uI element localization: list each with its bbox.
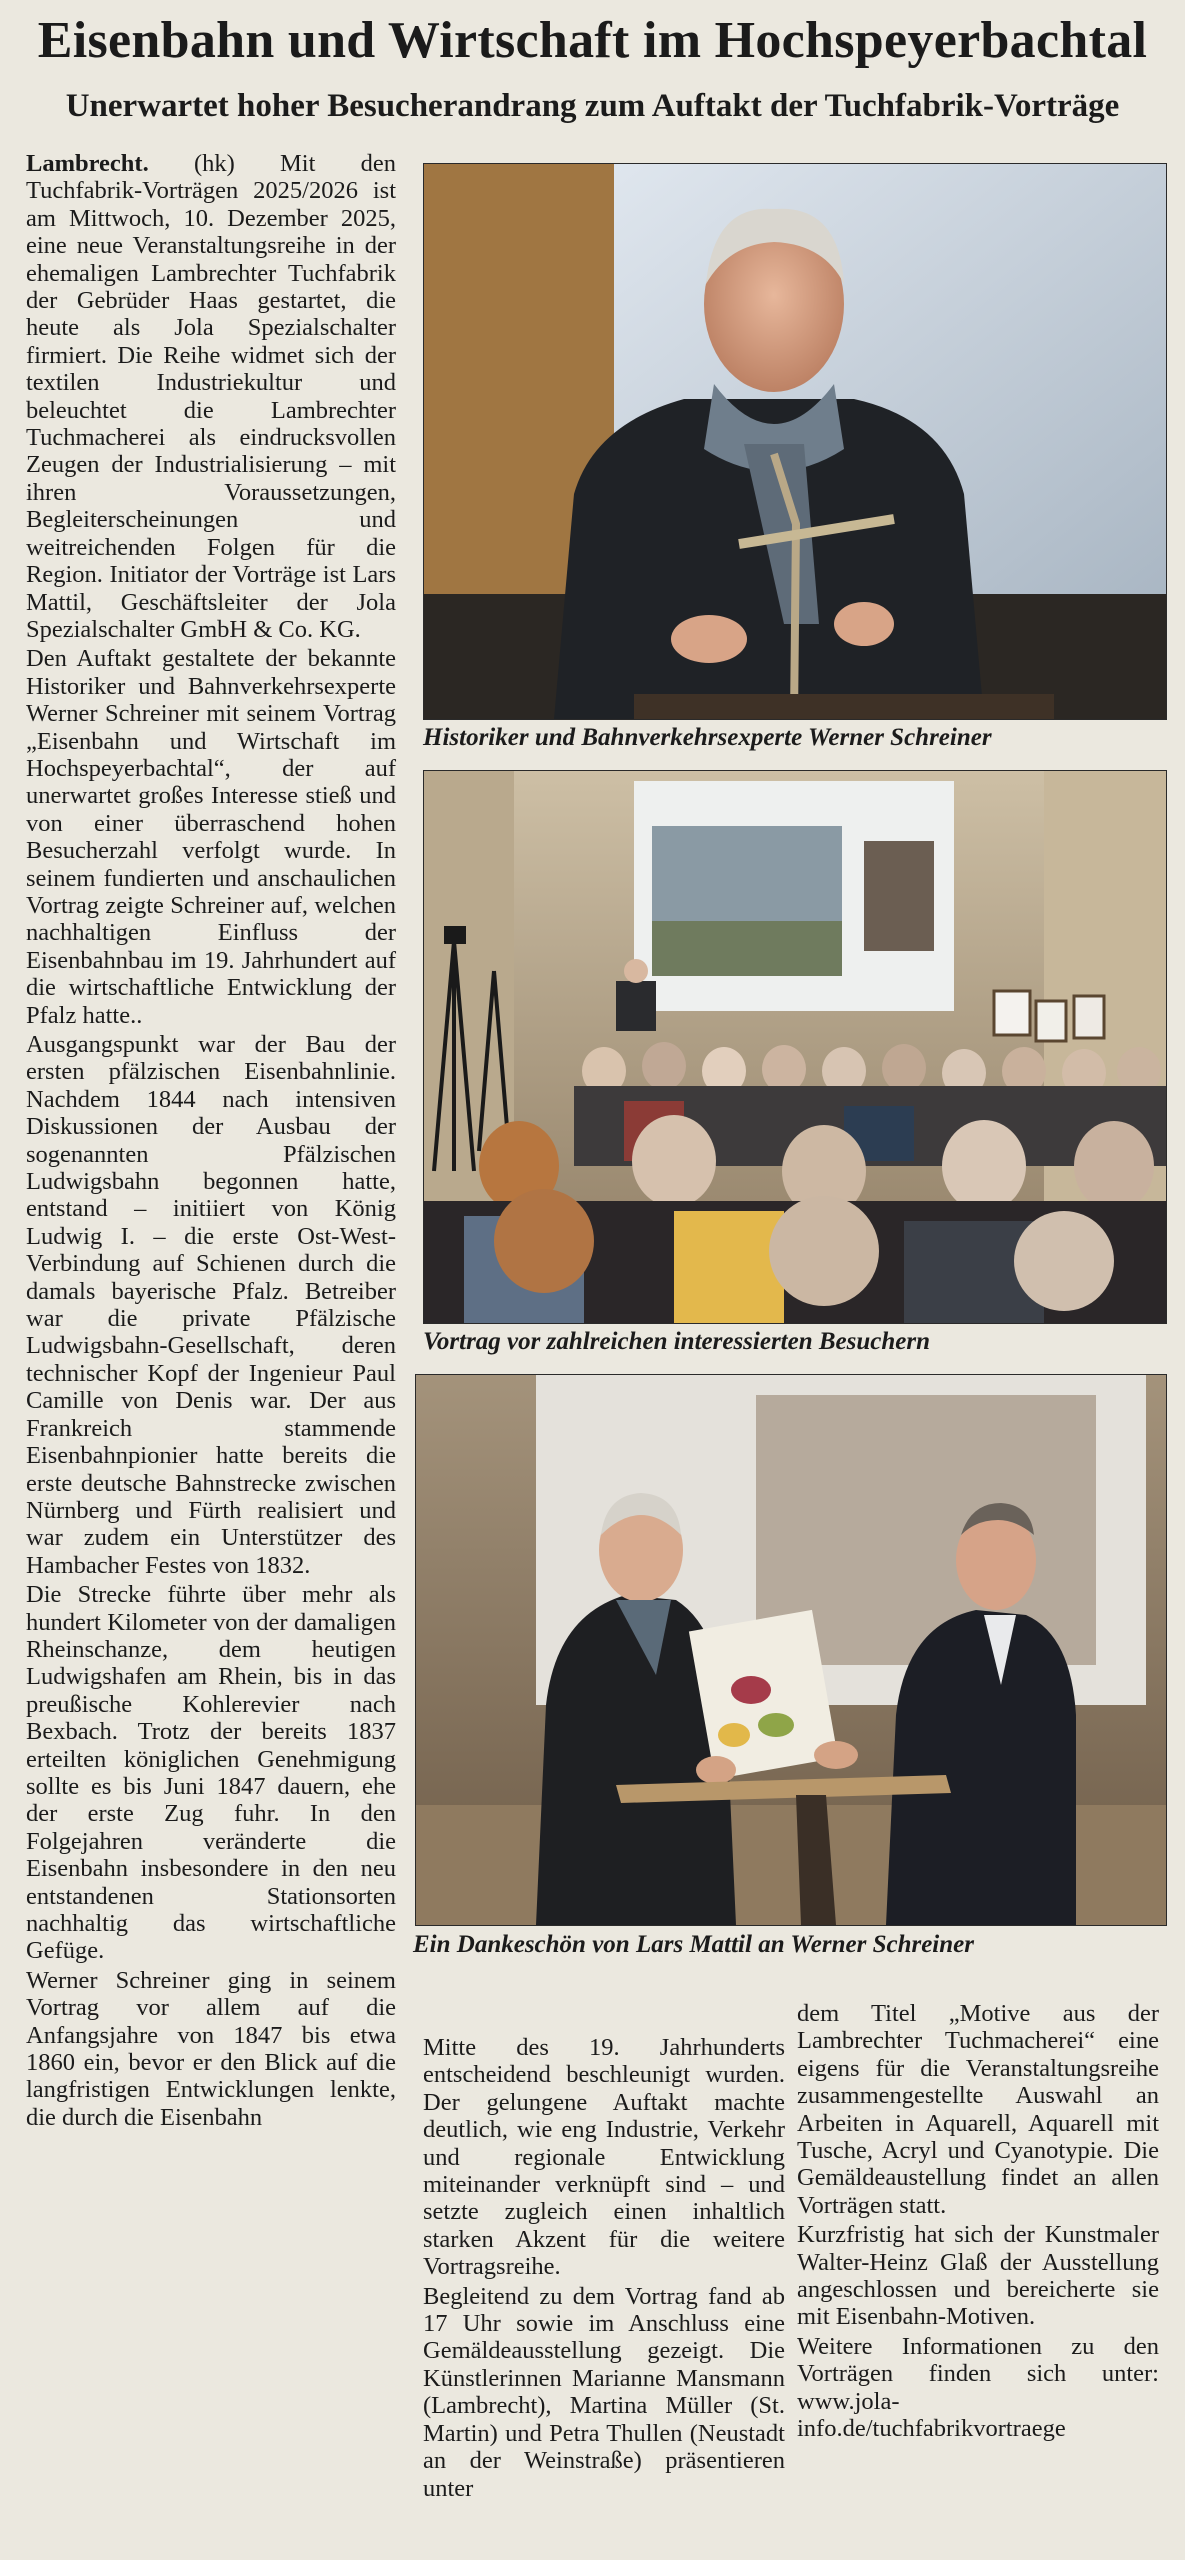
photo-handover	[415, 1374, 1167, 1926]
paragraph: Lambrecht. (hk) Mit den Tuchfabrik-Vorträgen 2025/2026 ist am Mittwoch, 10. Dezember 2025, eine neue Veranstaltungsreihe in der ehemaligen Lambrechter Tuchfabrik der Gebrüder Haas gestartet, die heute als Jola Spezialschalter firmiert. Die Reihe widmet sich der textilen Industriekultur und beleuchtet die Lambrechter Tuchmacherei als eindrucksvollen Zeugen der Industrialisierung – mit ihren Voraussetzungen, Begleiterscheinungen und weitreichenden Folgen für die Region. Initiator der Vorträge ist Lars Mattil, Geschäftsleiter der Jola Spezialschalter GmbH & Co. KG.	[26, 150, 396, 643]
photo-speaker	[423, 163, 1167, 720]
paragraph: Die Strecke führte über mehr als hundert Kilometer von der damaligen Rheinschanze, dem heutigen Ludwigshafen am Rhein, bis in das preußische Kohlerevier nach Bexbach. Trotz der bereits 1837 erteilten königlichen Genehmigung sollte es bis Juni 1847 dauern, ehe der erste Zug fuhr. In den Folgejahren veränderte die Eisenbahn insbesondere in den neu entstandenen Stationsorten nachhaltig das wirtschaftliche Gefüge.	[26, 1581, 396, 1965]
paragraph: Ausgangspunkt war der Bau der ersten pfälzischen Eisenbahnlinie. Nachdem 1844 nach intensiven Diskussionen der Ausbau der sogenannten Pfälzischen Ludwigsbahn begonnen hatte, entstand – initiiert von König Ludwig I. – die erste Ost-West-Verbindung auf Schienen durch die damals bayerische Pfalz. Betreiber war die private Pfälzische Ludwigsbahn-Gesellschaft, deren technischer Kopf der Ingenieur Paul Camille von Denis war. Der aus Frankreich stammende Eisenbahnpionier hatte bereits die erste deutsche Bahnstrecke zwischen Nürnberg und Fürth realisiert und war zudem ein Unterstützer des Hambacher Festes von 1832.	[26, 1031, 396, 1579]
paragraph: Den Auftakt gestaltete der bekannte Historiker und Bahnverkehrsexperte Werner Schreiner mit seinem Vortrag „Eisenbahn und Wirtschaft im Hochspeyerbachtal“, der auf unerwartet großes Interesse stieß und von einer überraschend hohen Besucherzahl verfolgt wurde. In seinem fundierten und anschaulichen Vortrag zeigte Schreiner auf, welchen nachhaltigen Einfluss der Eisenbahnbau im 19. Jahrhundert auf die wirtschaftliche Entwicklung der Pfalz hatte..	[26, 645, 396, 1029]
article-subheadline: Unerwartet hoher Besucherandrang zum Auftakt der Tuchfabrik-Vorträge	[65, 88, 1120, 124]
dateline: Lambrecht.	[26, 150, 149, 177]
photo-audience	[423, 770, 1167, 1324]
photo-caption-3: Ein Dankeschön von Lars Mattil an Werner Schreiner	[413, 1931, 974, 1958]
paragraph: Mitte des 19. Jahrhunderts entscheidend beschleunigt wurden. Der gelungene Auftakt machte deutlich, wie eng Industrie, Verkehr und regionale Entwicklung miteinander verknüpft sind – und setzte zugleich einen inhaltlich starken Akzent für die weitere Vortragsreihe.	[423, 2034, 785, 2281]
paragraph: Kurzfristig hat sich der Kunstmaler Walter-Heinz Glaß der Ausstellung angeschlossen und bereicherte sie mit Eisenbahn-Motiven.	[797, 2221, 1159, 2331]
photo-caption-1: Historiker und Bahnverkehrsexperte Werner Schreiner	[423, 724, 992, 751]
paragraph: Werner Schreiner ging in seinem Vortrag vor allem auf die Anfangsjahre von 1847 bis etwa 1860 ein, bevor er den Blick auf die langfristigen Entwicklungen lenkte, die durch die Eisenbahn	[26, 1966, 396, 2131]
article-column-3	[797, 2000, 1159, 2445]
photo-caption-2: Vortrag vor zahlreichen interessierten Besuchern	[423, 1328, 931, 1355]
paragraph: dem Titel „Motive aus der Lambrechter Tuchmacherei“ eine eigens für die Veranstaltungsreihe zusammengestellte Auswahl an Arbeiten in Aquarell, Aquarell mit Tusche, Acryl und Cyanotypie. Die Gemäldeaustellung findet an allen Vorträgen statt.	[797, 2000, 1159, 2219]
article-headline: Eisenbahn und Wirtschaft im Hochspeyerbachtal	[37, 12, 1148, 69]
paragraph: Weitere Informationen zu den Vorträgen finden sich unter: www.jola-info.de/tuchfabrikvortraege	[797, 2332, 1159, 2443]
article-column-1	[26, 150, 396, 2133]
paragraph: Begleitend zu dem Vortrag fand ab 17 Uhr sowie im Anschluss eine Gemäldeausstellung gezeigt. Die Künstlerinnen Marianne Mansmann (Lambrecht), Martina Müller (St. Martin) und Petra Thullen (Neustadt an der Weinstraße) präsentieren unter	[423, 2282, 785, 2502]
article-column-2	[423, 2034, 785, 2504]
